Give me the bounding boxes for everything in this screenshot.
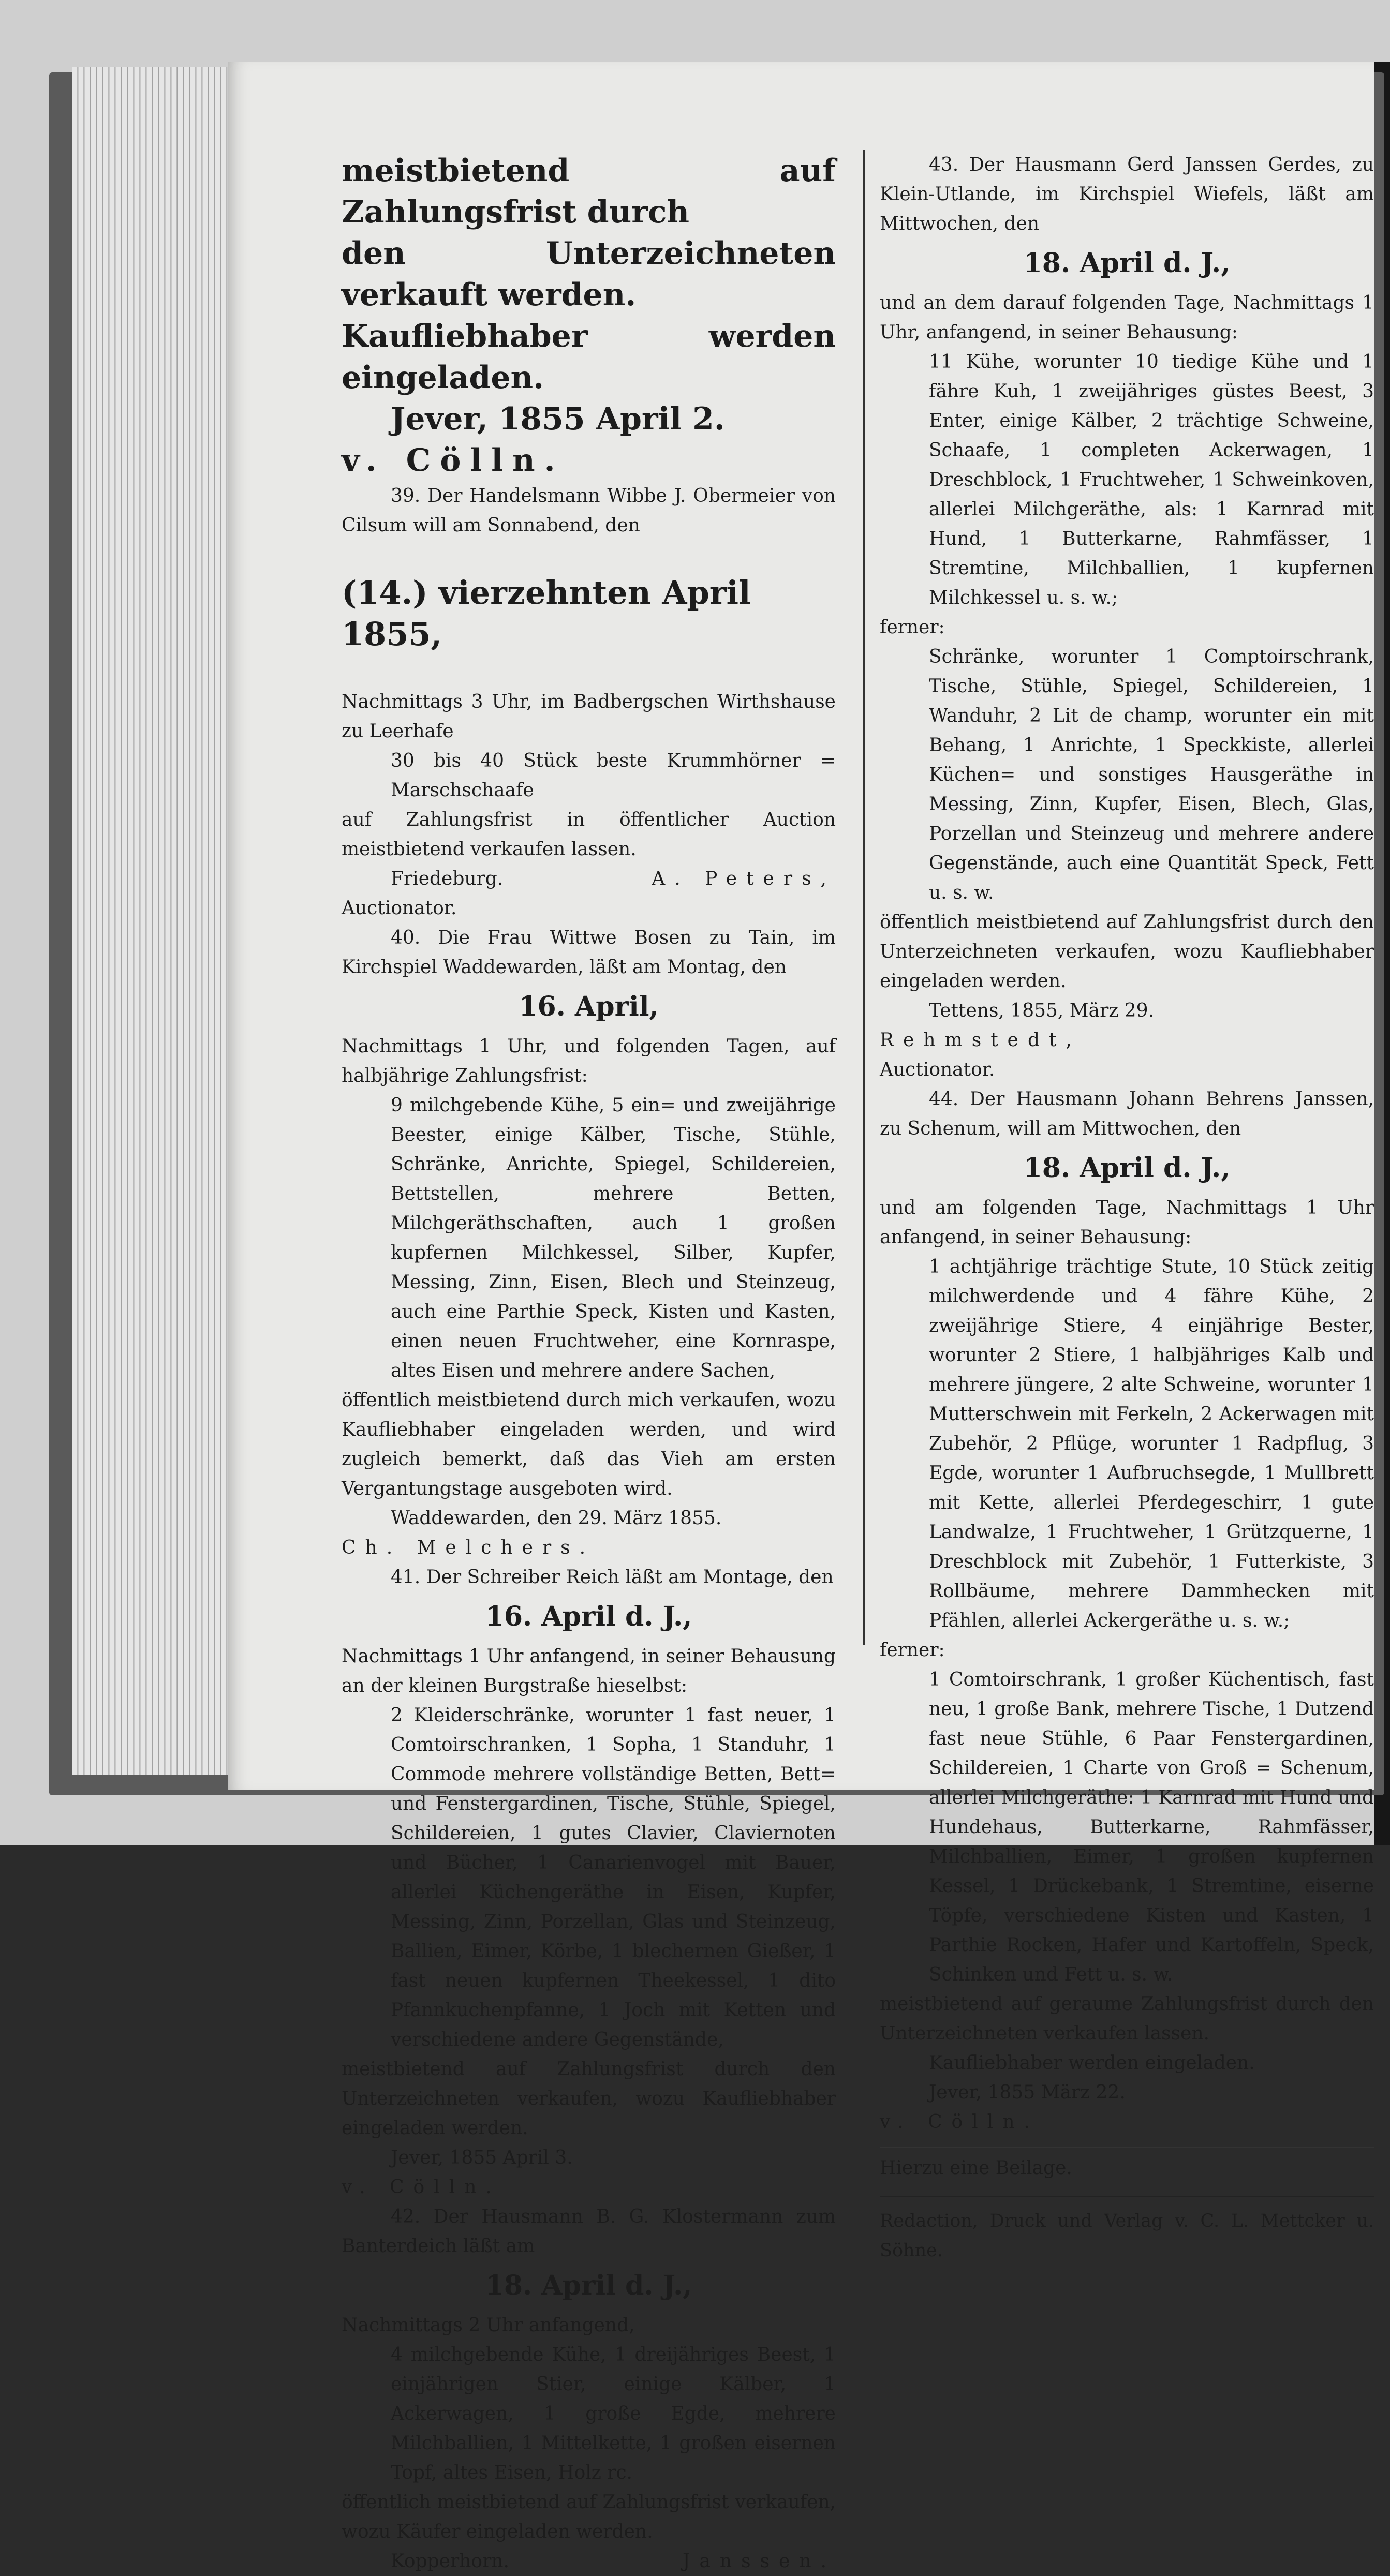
notice-41-heading: 16. April d. J., bbox=[485, 1601, 692, 1632]
notice-40-sign: Ch. Melchers. bbox=[342, 1537, 595, 1558]
page-edges bbox=[72, 67, 233, 1775]
notice-41-date: Jever, 1855 April 3. bbox=[391, 2147, 573, 2168]
notice-43-closing: öffentlich meistbietend auf Zahlungsfrist durch den Unterzeichneten verkaufen, wozu Kaufliebhaber eingeladen werden. bbox=[880, 912, 1374, 992]
notice-40-items: 9 milchgebende Kühe, 5 ein= und zweijährige Beester, einige Kälber, Tische, Stühle, Schränke, Anrichte, Spiegel, Schildereien, Bettstellen, mehrere Betten, Milchgeräthschaften, auch 1 großen kupfernen Milchkessel, Silber, Kupfer, Messing, Zinn, Eisen, Blech und Steinzeug, auch eine Parthie Speck, Kisten und Kasten, einen neuen Fruchtweher, eine Kornraspe, altes Eisen und mehrere andere Sachen, bbox=[391, 1095, 836, 1381]
notice-43-items: 11 Kühe, worunter 10 tiedige Kühe und 1 fähre Kuh, 1 zweijähriges güstes Beest, 3 Enter, einige Kälber, 2 trächtige Schweine, Schaafe, 1 completen Ackerwagen, 1 Dreschblock, 1 Fruchtweher, 1 Schweinkoven, allerlei Milchgeräthe, als: 1 Karnrad mit Hund, 1 Butterkarne, Rahmfässer, 1 Stremtine, Milchballien, 1 kupfernen Milchkessel u. s. w.; bbox=[929, 351, 1374, 608]
notice-39-text: 39. Der Handelsmann Wibbe J. Obermeier von Cilsum will am Sonnabend, den bbox=[342, 485, 836, 536]
notice-39-place: Friedeburg. bbox=[391, 868, 504, 889]
notice-41-closing: meistbietend auf Zahlungsfrist durch den Unterzeichneten verkaufen, wozu Kaufliebhaber eingeladen werden. bbox=[342, 2059, 836, 2139]
notice-44-text: 44. Der Hausmann Johann Behrens Janssen, zu Schenum, will am Mittwochen, den bbox=[880, 1089, 1374, 1139]
notice-39-heading: (14.) vierzehnten April 1855, bbox=[342, 574, 751, 653]
notice-41-text: 41. Der Schreiber Reich läßt am Montage, den bbox=[391, 1567, 834, 1588]
notice-41-sign: v. Cölln. bbox=[342, 2177, 501, 2198]
notice-44-invite: Kaufliebhaber werden eingeladen. bbox=[929, 2052, 1255, 2074]
notice-44-time: und am folgenden Tage, Nachmittags 1 Uhr anfangend, in seiner Behausung: bbox=[880, 1197, 1374, 1248]
notice-42-text: 42. Der Hausmann B. G. Klostermann zum Banterdeich läßt am bbox=[342, 2206, 836, 2257]
notice-39-sign: A. Peters, bbox=[652, 868, 836, 889]
notice-43-sign-title: Auctionator. bbox=[880, 1059, 995, 1080]
notice-44-items: 1 achtjährige trächtige Stute, 10 Stück zeitig milchwerdende und 4 fähre Kühe, 2 zweijährige Stiere, 4 einjährige Bester, worunter 2 Stiere, 1 halbjähriges Kalb und mehrere jüngere, 2 alte Schweine, worunter 1 Mutterschwein mit Ferkeln, 2 Ackerwagen mit Zubehör, 2 Pflüge, worunter 1 Radpflug, 3 Egde, worunter 1 Aufbruchsegde, 1 Mullbrett mit Kette, allerlei Pferdegeschirr, 1 gute Landwalze, 1 Fruchtweher, 1 Grützquerne, 1 Dreschblock mit Zubehör, 1 Futterkiste, 3 Rollbäume, mehrere Dammhecken mit Pfählen, allerlei Ackergeräthe u. s. w.; bbox=[929, 1256, 1374, 1631]
notice-43-text: 43. Der Hausmann Gerd Janssen Gerdes, zu Klein-Utlande, im Kirchspiel Wiefels, läßt am Mittwochen, den bbox=[880, 154, 1374, 234]
notice-44-closing: meistbietend auf geraume Zahlungsfrist durch den Unterzeichneten verkaufen lassen. bbox=[880, 1993, 1374, 2044]
notice-42-sign: Janssen. bbox=[683, 2551, 836, 2572]
notice-39-sign-line bbox=[342, 864, 836, 894]
imprint-rule bbox=[880, 2196, 1374, 2197]
notice-40-heading: 16. April, bbox=[519, 991, 659, 1022]
notice-43-heading: 18. April d. J., bbox=[1023, 247, 1231, 279]
notice-42-time: Nachmittags 2 Uhr anfangend, bbox=[342, 2315, 635, 2336]
notice-42-sign-line bbox=[342, 2547, 836, 2576]
notice-39-sign-title: Auctionator. bbox=[342, 898, 457, 919]
notice-40-date: Waddewarden, den 29. März 1855. bbox=[391, 1508, 722, 1529]
notice-39-time: Nachmittags 3 Uhr, im Badbergschen Wirthshause zu Leerhafe bbox=[342, 691, 836, 742]
column-divider bbox=[863, 150, 865, 1645]
notice-43-ferner: ferner: bbox=[880, 617, 945, 638]
intro-line-2: den Unterzeichneten verkauft werden. bbox=[342, 235, 836, 313]
notice-40-closing: öffentlich meistbietend durch mich verkaufen, wozu Kaufliebhaber eingeladen werden, und wird zugleich bemerkt, daß das Vieh am ersten Vergantungstage ausgeboten wird. bbox=[342, 1390, 836, 1499]
notice-44-ferner: ferner: bbox=[880, 1640, 945, 1661]
imprint: Redaction, Druck und Verlag v. C. L. Mettcker u. Söhne. bbox=[880, 2211, 1374, 2261]
intro-signature: v. Cölln. bbox=[342, 442, 565, 479]
notice-39-items: 30 bis 40 Stück beste Krummhörner = Marschschaafe bbox=[391, 750, 836, 801]
notice-41-time: Nachmittags 1 Uhr anfangend, in seiner Behausung an der kleinen Burgstraße hieselbst: bbox=[342, 1646, 836, 1696]
notice-42-closing: öffentlich meistbietend auf Zahlungsfrist verkaufen, wozu Käufer eingeladen werden. bbox=[342, 2492, 836, 2542]
notice-44-items2: 1 Comtoirschrank, 1 großer Küchentisch, fast neu, 1 große Bank, mehrere Tische, 1 Dutzend fast neue Stühle, 6 Paar Fenstergardinen, Schildereien, 1 Charte von Groß = Schenum, allerlei Milchgeräthe: 1 Karnrad mit Hund und Hundehaus, Butterkarne, Rahmfässer, Milchballien, Eimer, 1 großen kupfernen Kessel, 1 Drückebank, 1 Stremtine, eiserne Töpfe, verschiedene Kisten und Kasten, 1 Parthie Rocken, Hafer und Kartoffeln, Speck, Schinken und Fett u. s. w. bbox=[929, 1669, 1374, 1985]
notice-42-place: Kopperhorn. bbox=[391, 2551, 509, 2572]
notice-44-sign: v. Cölln. bbox=[880, 2111, 1039, 2133]
beilage-note: Hierzu eine Beilage. bbox=[880, 2157, 1072, 2179]
notice-40-time: Nachmittags 1 Uhr, und folgenden Tagen, auf halbjährige Zahlungsfrist: bbox=[342, 1036, 836, 1086]
right-column bbox=[880, 150, 1374, 2266]
notice-42-items: 4 milchgebende Kühe, 1 dreijähriges Beest, 1 einjährigen Stier, einige Kälber, 1 Ackerwagen, 1 große Egde, mehrere Milchballien, 1 Mittelkette, 1 großen eisernen Topf, altes Eisen, Holz rc. bbox=[391, 2344, 836, 2483]
left-column bbox=[342, 150, 836, 2576]
notice-43-time: und an dem darauf folgenden Tage, Nachmittags 1 Uhr, anfangend, in seiner Behausung: bbox=[880, 292, 1374, 343]
notice-39-closing: auf Zahlungsfrist in öffentlicher Auction meistbietend verkaufen lassen. bbox=[342, 809, 836, 860]
notice-42-heading: 18. April d. J., bbox=[485, 2270, 692, 2301]
notice-43-date: Tettens, 1855, März 29. bbox=[929, 1000, 1155, 1021]
notice-43-sign: Rehmstedt, bbox=[880, 1030, 1081, 1051]
notice-44-date: Jever, 1855 März 22. bbox=[929, 2082, 1126, 2103]
intro-date: Jever, 1855 April 2. bbox=[391, 401, 725, 437]
notice-44-heading: 18. April d. J., bbox=[1023, 1152, 1231, 1184]
beilage-rule bbox=[880, 2147, 1374, 2148]
notice-40-text: 40. Die Frau Wittwe Bosen zu Tain, im Kirchspiel Waddewarden, läßt am Montag, den bbox=[342, 927, 836, 978]
notice-41-items: 2 Kleiderschränke, worunter 1 fast neuer, 1 Comtoirschranken, 1 Sopha, 1 Standuhr, 1 Commode mehrere vollständige Betten, Bett= und Fenstergardinen, Tische, Stühle, Spiegel, Schildereien, 1 gutes Clavier, Claviernoten und Bücher, 1 Canarienvogel mit Bauer, allerlei Küchengeräthe in Eisen, Kupfer, Messing, Zinn, Porzellan, Glas und Steinzeug, Ballien, Eimer, Körbe, 1 blechernen Gießer, 1 fast neuen kupfernen Theekessel, 1 dito Pfannkuchenpfanne, 1 Joch mit Ketten und verschiedene andere Gegenstände, bbox=[391, 1705, 836, 2050]
intro-line-3: Kaufliebhaber werden eingeladen. bbox=[342, 318, 836, 396]
notice-43-items2: Schränke, worunter 1 Comptoirschrank, Tische, Stühle, Spiegel, Schildereien, 1 Wanduhr, 2 Lit de champ, worunter ein mit Behang, 1 Anrichte, 1 Speckkiste, allerlei Küchen= und sonstiges Hausgeräthe in Messing, Zinn, Kupfer, Eisen, Blech, Glas, Porzellan und Steinzeug und mehrere andere Gegenstände, auch eine Quantität Speck, Fett u. s. w. bbox=[929, 646, 1374, 903]
intro-line-1: meistbietend auf Zahlungsfrist durch bbox=[342, 153, 836, 230]
